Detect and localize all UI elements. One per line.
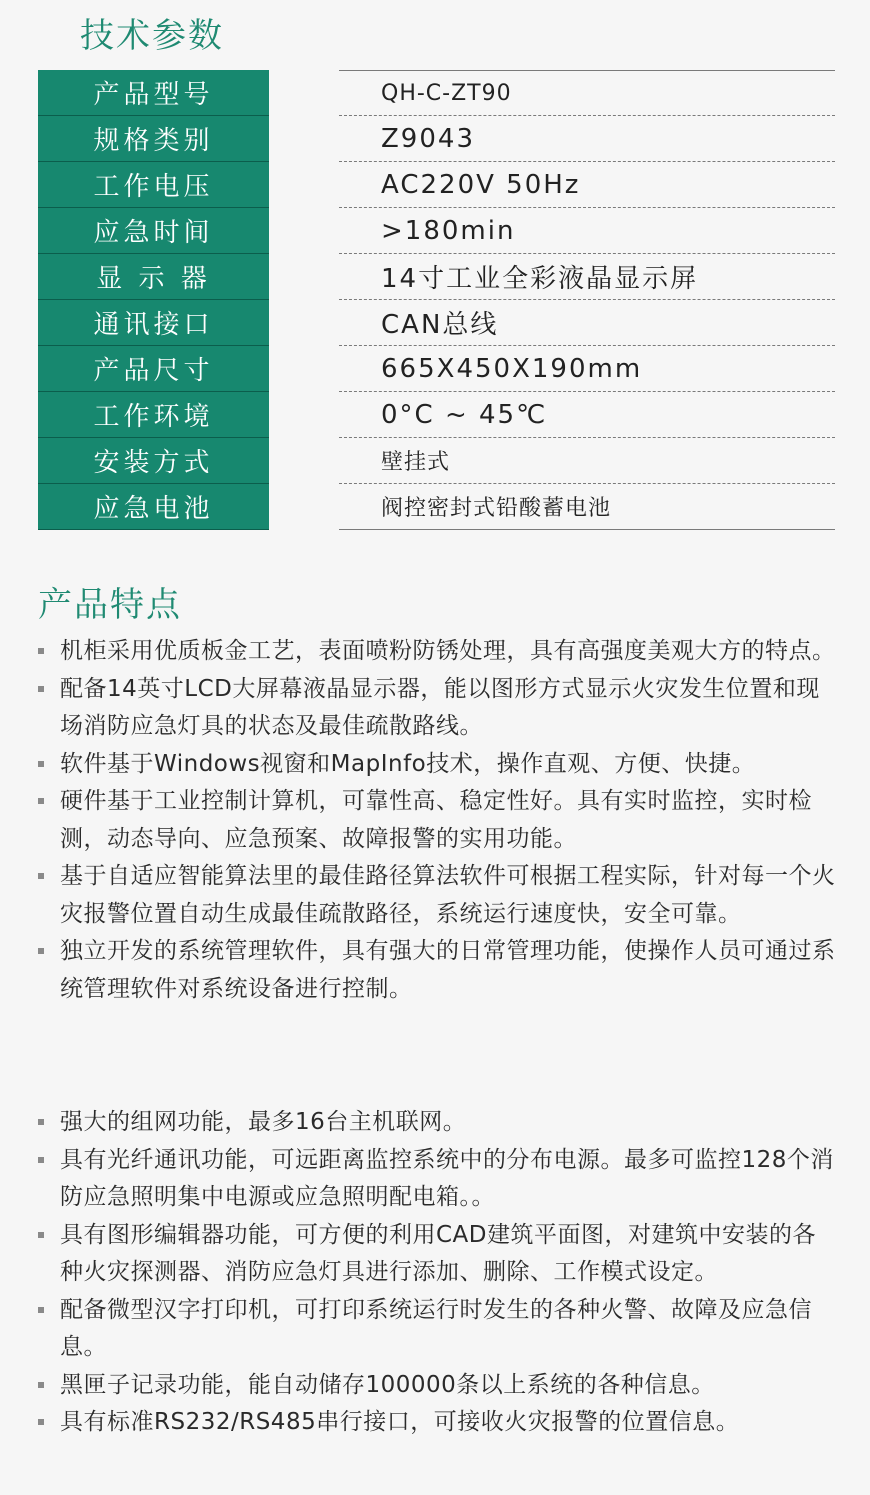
bullet-icon	[38, 1157, 44, 1163]
spec-row	[38, 392, 835, 438]
spec-value: 阀控密封式铅酸蓄电池	[339, 484, 835, 530]
bullet-icon	[38, 1307, 44, 1313]
feature-item	[38, 1404, 838, 1442]
spec-value: QH-C-ZT90	[339, 70, 835, 116]
spec-label: 应急时间	[38, 208, 269, 254]
spec-value: AC220V 50Hz	[339, 162, 835, 208]
spec-row	[38, 346, 835, 392]
feature-text: 配备微型汉字打印机，可打印系统运行时发生的各种火警、故障及应急信息。	[60, 1296, 812, 1360]
feature-list	[38, 633, 838, 1008]
spec-label: 工作电压	[38, 162, 269, 208]
spec-row	[38, 484, 835, 530]
spec-row	[38, 70, 835, 116]
spec-value: 壁挂式	[339, 438, 835, 484]
bullet-icon	[38, 1232, 44, 1238]
spec-row	[38, 300, 835, 346]
feature-text: 具有标准RS232/RS485串行接口，可接收火灾报警的位置信息。	[60, 1409, 740, 1435]
feature-item	[38, 1217, 838, 1292]
bullet-icon	[38, 873, 44, 879]
feature-text: 软件基于Windows视窗和MapInfo技术，操作直观、方便、快捷。	[60, 750, 756, 777]
feature-text: 具有光纤通讯功能，可远距离监控系统中的分布电源。最多可监控128个消防应急照明集中电源或应急照明配电箱。。	[60, 1146, 834, 1210]
bullet-icon	[38, 948, 44, 954]
spec-label: 安装方式	[38, 438, 269, 484]
feature-item	[38, 1367, 838, 1405]
spec-value: 665X450X190mm	[339, 346, 835, 392]
bullet-icon	[38, 1419, 44, 1425]
features-section-title: 产品特点	[38, 585, 182, 625]
spec-row	[38, 254, 835, 300]
spec-value: >180min	[339, 208, 835, 254]
spec-label: 显 示 器	[38, 254, 269, 300]
spec-row	[38, 162, 835, 208]
spec-value: Z9043	[339, 116, 835, 162]
feature-item	[38, 1292, 838, 1367]
feature-item	[38, 633, 838, 671]
feature-item	[38, 1142, 838, 1217]
feature-text: 具有图形编辑器功能，可方便的利用CAD建筑平面图，对建筑中安装的各种火灾探测器、消防应急灯具进行添加、删除、工作模式设定。	[60, 1221, 817, 1285]
spec-section-title: 技术参数	[80, 16, 224, 56]
feature-list-secondary	[38, 1104, 838, 1442]
feature-item	[38, 933, 838, 1008]
bullet-icon	[38, 1119, 44, 1125]
spec-value: 14寸工业全彩液晶显示屏	[339, 254, 835, 300]
spec-label: 产品型号	[38, 70, 269, 116]
spec-label: 产品尺寸	[38, 346, 269, 392]
feature-text: 黑匣子记录功能，能自动储存100000条以上系统的各种信息。	[60, 1371, 715, 1398]
spec-label: 规格类别	[38, 116, 269, 162]
feature-text: 独立开发的系统管理软件，具有强大的日常管理功能，使操作人员可通过系统管理软件对系统设备进行控制。	[60, 938, 836, 1002]
spec-label: 应急电池	[38, 484, 269, 530]
feature-text: 机柜采用优质板金工艺，表面喷粉防锈处理，具有高强度美观大方的特点。	[60, 638, 836, 664]
feature-item	[38, 783, 838, 858]
bullet-icon	[38, 1382, 44, 1388]
spec-row	[38, 438, 835, 484]
feature-text: 强大的组网功能，最多16台主机联网。	[60, 1109, 467, 1135]
feature-text: 硬件基于工业控制计算机，可靠性高、稳定性好。具有实时监控，实时检测，动态导向、应急预案、故障报警的实用功能。	[60, 788, 812, 852]
bullet-icon	[38, 648, 44, 654]
spec-value: 0°C ~ 45℃	[339, 392, 835, 438]
bullet-icon	[38, 798, 44, 804]
bullet-icon	[38, 686, 44, 692]
bullet-icon	[38, 761, 44, 767]
spec-label: 工作环境	[38, 392, 269, 438]
feature-item	[38, 1104, 838, 1142]
feature-item	[38, 746, 838, 784]
spec-row	[38, 208, 835, 254]
spec-label: 通讯接口	[38, 300, 269, 346]
feature-item	[38, 671, 838, 746]
feature-text: 基于自适应智能算法里的最佳路径算法软件可根据工程实际，针对每一个火灾报警位置自动生成最佳疏散路径，系统运行速度快，安全可靠。	[60, 863, 836, 927]
feature-text: 配备14英寸LCD大屏幕液晶显示器，能以图形方式显示火灾发生位置和现场消防应急灯具的状态及最佳疏散路线。	[60, 675, 820, 739]
spec-table	[38, 70, 835, 530]
spec-value: CAN总线	[339, 300, 835, 346]
spec-row	[38, 116, 835, 162]
feature-item	[38, 858, 838, 933]
